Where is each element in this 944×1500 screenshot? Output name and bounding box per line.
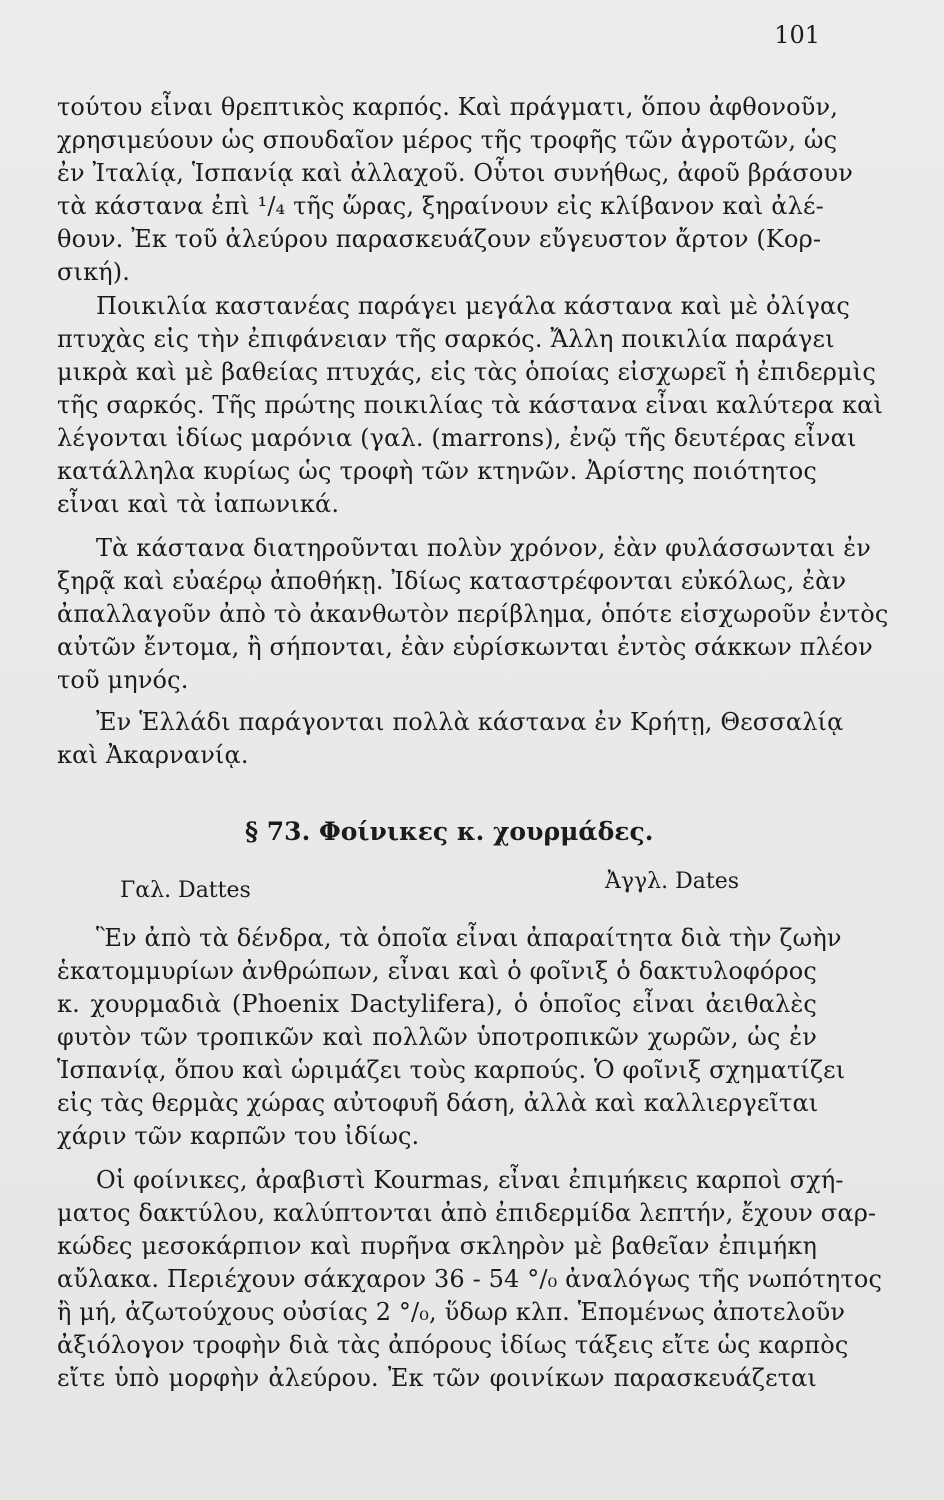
text-line: χάριν τῶν καρπῶν του ἰδίως. [57,1122,420,1150]
text-line: ἀξιόλογον τροφὴν διὰ τὰς ἀπόρους ἰδίως τάξεις εἴτε ὡς καρπὸς [57,1331,849,1359]
text-line: εἴτε ὑπὸ μορφὴν ἀλεύρου. Ἐκ τῶν φοινίκων παρασκευάζεται [57,1364,817,1392]
english-name-label: Ἀγγλ. Dates [605,869,740,894]
text-line: ξηρᾷ καὶ εὐαέρῳ ἀποθήκῃ. Ἰδίως καταστρέφονται εὐκόλως, ἐὰν [57,567,847,595]
french-name-label: Γαλ. Dattes [120,878,251,903]
text-line: ἀπαλλαγοῦν ἀπὸ τὸ ἀκανθωτὸν περίβλημα, ὁπότε εἰσχωροῦν ἐντὸς [57,600,889,628]
text-line: αὔλακα. Περιέχουν σάκχαρον 36 - 54 °/₀ ἀναλόγως τῆς νωπότητος [57,1265,883,1293]
text-line: Οἱ φοίνικες, ἀραβιστὶ Kourmas, εἶναι ἐπιμήκεις καρποὶ σχή- [96,1166,844,1194]
text-line: τὰ κάστανα ἐπὶ ¹/₄ τῆς ὥρας, ξηραίνουν εἰς κλίβανον καὶ ἀλέ- [57,192,824,220]
text-line: ἐν Ἰταλίᾳ, Ἱσπανίᾳ καὶ ἀλλαχοῦ. Οὗτοι συνήθως, ἀφοῦ βράσουν [57,159,854,187]
text-line: φυτὸν τῶν τροπικῶν καὶ πολλῶν ὑποτροπικῶν χωρῶν, ὡς ἐν [57,1023,817,1051]
text-line: κατάλληλα κυρίως ὡς τροφὴ τῶν κτηνῶν. Ἀρίστης ποιότητος [57,457,817,485]
text-line: καὶ Ἀκαρνανίᾳ. [57,741,249,769]
text-line: πτυχὰς εἰς τὴν ἐπιφάνειαν τῆς σαρκός. Ἄλλη ποικιλία παράγει [57,325,835,353]
text-line: λέγονται ἰδίως μαρόνια (γαλ. (marrons), ἐνῷ τῆς δευτέρας εἶναι [57,424,857,452]
text-line: Ἐν Ἑλλάδι παράγονται πολλὰ κάστανα ἐν Κρήτῃ, Θεσσαλίᾳ [96,708,844,736]
text-line: Τὰ κάστανα διατηροῦνται πολὺν χρόνον, ἐὰν φυλάσσωνται ἐν [96,534,871,562]
text-line: θουν. Ἐκ τοῦ ἀλεύρου παρασκευάζουν εὔγευστον ἄρτον (Κορ- [57,225,822,253]
text-line: τούτου εἶναι θρεπτικὸς καρπός. Καὶ πράγματι, ὅπου ἀφθονοῦν, [57,93,839,121]
text-line: εἰς τὰς θερμὰς χώρας αὐτοφυῆ δάση, ἀλλὰ καὶ καλλιεργεῖται [57,1089,819,1117]
text-line: κ. χουρμαδιὰ (Phoenix Dactylifera), ὁ ὁποῖος εἶναι ἀειθαλὲς [57,990,817,1018]
text-line: μικρὰ καὶ μὲ βαθείας πτυχάς, εἰς τὰς ὁποίας εἰσχωρεῖ ἡ ἐπιδερμὶς [57,358,876,386]
text-line: Ἓν ἀπὸ τὰ δένδρα, τὰ ὁποῖα εἶναι ἀπαραίτητα διὰ τὴν ζωὴν [96,924,842,952]
text-line: χρησιμεύουν ὡς σπουδαῖον μέρος τῆς τροφῆς τῶν ἀγροτῶν, ὡς [57,126,838,154]
text-line: αὐτῶν ἔντομα, ἢ σήπονται, ἐὰν εὑρίσκωνται ἐντὸς σάκκων πλέον [57,633,873,661]
text-line: ἢ μή, ἀζωτούχους οὐσίας 2 °/₀, ὕδωρ κλπ. Ἑπομένως ἀποτελοῦν [57,1298,846,1326]
section-heading: § 73. Φοίνικες κ. χουρμάδες. [245,817,654,846]
text-line: τοῦ μηνός. [57,666,189,694]
text-line: Ἱσπανίᾳ, ὅπου καὶ ὡριμάζει τοὺς καρπούς. Ὁ φοῖνιξ σχηματίζει [57,1056,846,1084]
text-line: τῆς σαρκός. Τῆς πρώτης ποικιλίας τὰ κάστανα εἶναι καλύτερα καὶ [57,391,884,419]
page-number: 101 [774,21,820,49]
text-line: εἶναι καὶ τὰ ἰαπωνικά. [57,490,340,518]
text-line: ματος δακτύλου, καλύπτονται ἀπὸ ἐπιδερμίδα λεπτήν, ἔχουν σαρ- [57,1199,877,1227]
text-line: ἑκατομμυρίων ἀνθρώπων, εἶναι καὶ ὁ φοῖνιξ ὁ δακτυλοφόρος [57,957,817,985]
text-line: κώδες μεσοκάρπιον καὶ πυρῆνα σκληρὸν μὲ βαθεῖαν ἐπιμήκη [57,1232,817,1260]
text-line: σική). [57,258,131,286]
text-line: Ποικιλία καστανέας παράγει μεγάλα κάστανα καὶ μὲ ὀλίγας [96,292,850,320]
